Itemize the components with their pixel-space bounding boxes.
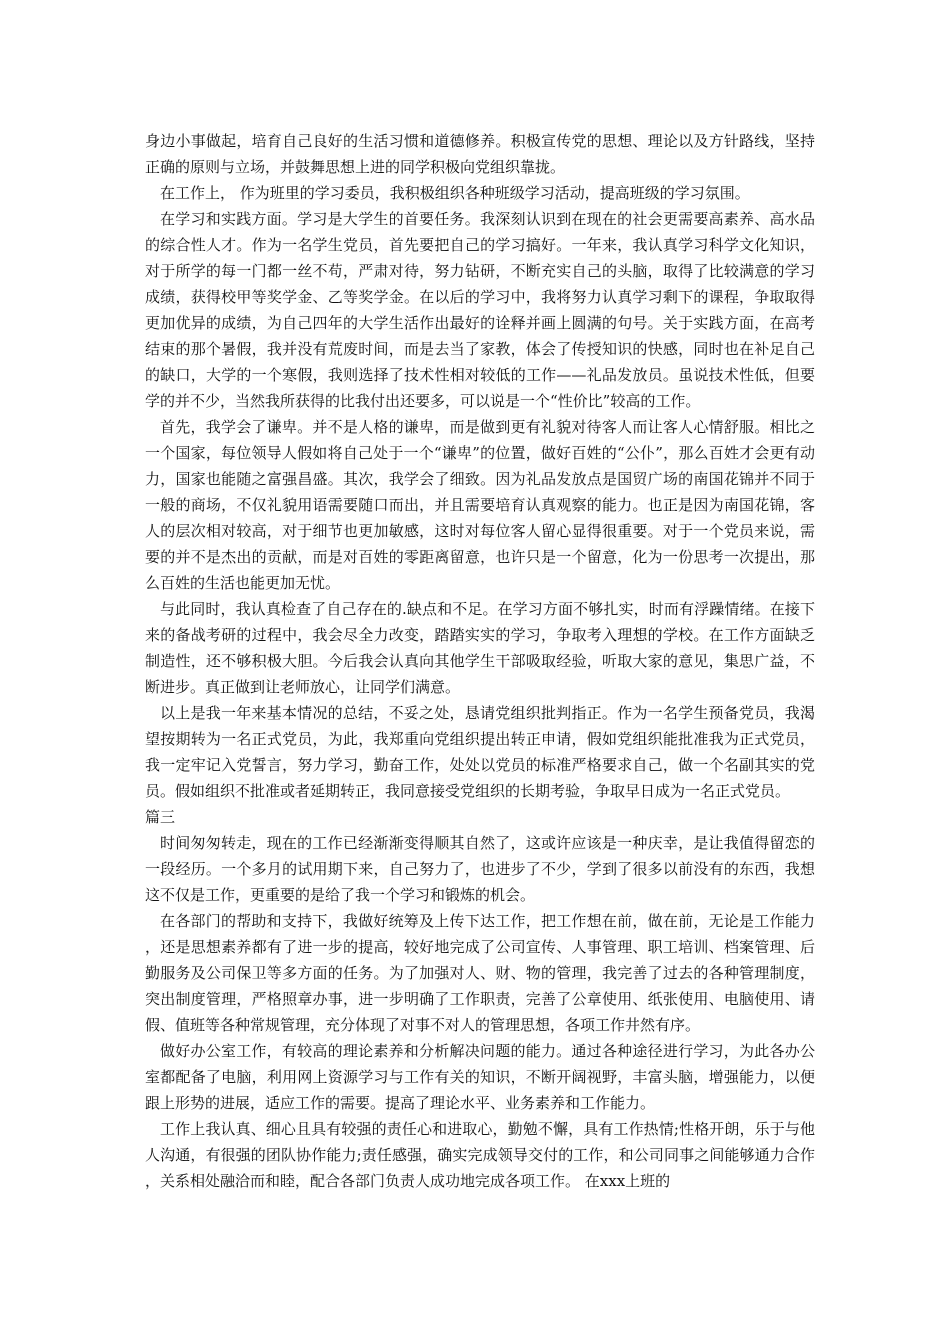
paragraph: 时间匆匆转走，现在的工作已经渐渐变得顺其自然了，这或许应该是一种庆幸，是让我值得留恋的一段经历。一个多月的试用期下来，自己努力了，也进步了不少，学到了很多以前没有的东西，我想这不仅是工作，更重要的是给了我一个学习和锻炼的机会。	[145, 834, 815, 904]
paragraph: 与此同时，我认真检查了自己存在的.缺点和不足。在学习方面不够扎实，时而有浮躁情绪。在接下来的备战考研的过程中，我会尽全力改变，踏踏实实的学习，争取考入理想的学校。在工作方面缺乏制造性，还不够积极大胆。今后我会认真向其他学生干部吸取经验，听取大家的意见，集思广益，不断进步。真正做到让老师放心，让同学们满意。	[145, 600, 815, 696]
paragraph: 身边小事做起，培育自己良好的生活习惯和道德修养。积极宣传党的思想、理论以及方针路线，坚持正确的原则与立场，并鼓舞思想上进的同学积极向党组织靠拢。	[145, 132, 815, 176]
paragraph: 做好办公室工作，有较高的理论素养和分析解决问题的能力。通过各种途径进行学习，为此各办公室都配备了电脑，利用网上资源学习与工作有关的知识，不断开阔视野，丰富头脑，增强能力，以便跟上形势的进展，适应工作的需要。提高了理论水平、业务素养和工作能力。	[145, 1042, 815, 1112]
paragraph: 在各部门的帮助和支持下，我做好统筹及上传下达工作，把工作想在前，做在前，无论是工作能力，还是思想素养都有了进一步的提高，较好地完成了公司宣传、人事管理、职工培训、档案管理、后勤服务及公司保卫等多方面的任务。为了加强对人、财、物的管理，我完善了过去的各种管理制度，突出制度管理，严格照章办事，进一步明确了工作职责，完善了公章使用、纸张使用、电脑使用、请假、值班等各种常规管理，充分体现了对事不对人的管理思想，各项工作井然有序。	[145, 912, 815, 1034]
paragraph: 在学习和实践方面。学习是大学生的首要任务。我深刻认识到在现在的社会更需要高素养、高水品的综合性人才。作为一名学生党员，首先要把自己的学习搞好。一年来，我认真学习科学文化知识，对于所学的每一门都一丝不苟，严肃对待，努力钻研，不断充实自己的头脑，取得了比较满意的学习成绩，获得校甲等奖学金、乙等奖学金。在以后的学习中，我将努力认真学习剩下的课程，争取取得更加优异的成绩，为自己四年的大学生活作出最好的诠释并画上圆满的句号。关于实践方面，在高考结束的那个暑假，我并没有荒废时间，而是去当了家教，体会了传授知识的快感，同时也在补足自己的缺口，大学的一个寒假，我则选择了技术性相对较低的工作——礼品发放员。虽说技术性低，但要学的并不少，当然我所获得的比我付出还要多，可以说是一个“性价比”较高的工作。	[145, 210, 815, 410]
paragraph: 以上是我一年来基本情况的总结，不妥之处，恳请党组织批判指正。作为一名学生预备党员，我渴望按期转为一名正式党员，为此，我郑重向党组织提出转正申请，假如党组织能批准我为正式党员，我一定牢记入党誓言，努力学习，勤奋工作，处处以党员的标准严格要求自己，做一个名副其实的党员。假如组织不批准或者延期转正，我同意接受党组织的长期考验，争取早日成为一名正式党员。	[145, 704, 815, 800]
paragraph: 在工作上， 作为班里的学习委员，我积极组织各种班级学习活动，提高班级的学习氛围。	[160, 184, 750, 202]
paragraph: 工作上我认真、细心且具有较强的责任心和进取心，勤勉不懈，具有工作热情;性格开朗，乐于与他人沟通，有很强的团队协作能力;责任感强，确实完成领导交付的工作，和公司同事之间能够通力合作，关系相处融洽而和睦，配合各部门负责人成功地完成各项工作。 在xxx上班的	[145, 1120, 815, 1190]
paragraph: 首先，我学会了谦卑。并不是人格的谦卑，而是做到更有礼貌对待客人而让客人心情舒服。相比之一个国家，每位领导人假如将自己处于一个“谦卑”的位置，做好百姓的“公仆”，那么百姓才会更有动力，国家也能随之富强昌盛。其次，我学会了细致。因为礼品发放点是国贸广场的南国花锦并不同于一般的商场，不仅礼貌用语需要随口而出，并且需要培育认真观察的能力。也正是因为南国花锦，客人的层次相对较高，对于细节也更加敏感，这时对每位客人留心显得很重要。对于一个党员来说，需要的并不是杰出的贡献，而是对百姓的零距离留意，也许只是一个留意，化为一份思考一次提出，那么百姓的生活也能更加无忧。	[145, 418, 815, 592]
section-title: 篇三	[145, 808, 176, 826]
document-page	[145, 128, 815, 1194]
